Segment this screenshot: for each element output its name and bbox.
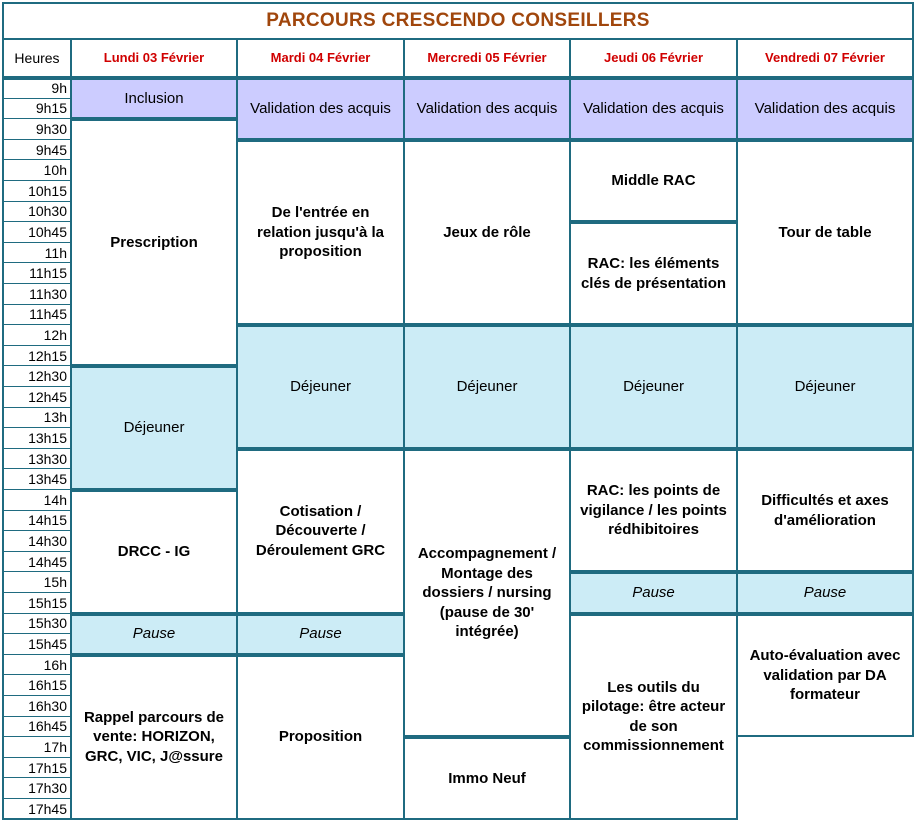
session-block: Déjeuner bbox=[72, 366, 238, 490]
time-label: 16h45 bbox=[2, 717, 72, 738]
time-label: 17h15 bbox=[2, 758, 72, 779]
session-block: Validation des acquis bbox=[571, 78, 738, 140]
day-header: Jeudi 06 Février bbox=[571, 38, 738, 78]
day-header: Lundi 03 Février bbox=[72, 38, 238, 78]
time-label: 16h bbox=[2, 655, 72, 676]
time-label: 11h30 bbox=[2, 284, 72, 305]
time-label: 12h30 bbox=[2, 366, 72, 387]
time-label: 9h15 bbox=[2, 99, 72, 120]
session-block: Accompagnement / Montage des dossiers / nursing (pause de 30' intégrée) bbox=[405, 449, 571, 737]
session-block: Auto-évaluation avec validation par DA formateur bbox=[738, 614, 914, 738]
time-label: 10h45 bbox=[2, 222, 72, 243]
session-block: Jeux de rôle bbox=[405, 140, 571, 325]
session-block: Prescription bbox=[72, 119, 238, 366]
schedule-title: PARCOURS CRESCENDO CONSEILLERS bbox=[2, 2, 914, 38]
time-label: 16h15 bbox=[2, 675, 72, 696]
session-block: Pause bbox=[238, 614, 405, 655]
session-block: Déjeuner bbox=[405, 325, 571, 449]
time-label: 10h15 bbox=[2, 181, 72, 202]
day-header: Mercredi 05 Février bbox=[405, 38, 571, 78]
time-label: 11h45 bbox=[2, 305, 72, 326]
session-block: Inclusion bbox=[72, 78, 238, 119]
time-label: 13h bbox=[2, 408, 72, 429]
time-label: 9h30 bbox=[2, 119, 72, 140]
session-block: Middle RAC bbox=[571, 140, 738, 222]
time-label: 14h45 bbox=[2, 552, 72, 573]
session-block: Pause bbox=[72, 614, 238, 655]
day-header: Vendredi 07 Février bbox=[738, 38, 914, 78]
time-label: 17h bbox=[2, 737, 72, 758]
time-label: 15h30 bbox=[2, 614, 72, 635]
time-label: 15h45 bbox=[2, 634, 72, 655]
time-label: 17h30 bbox=[2, 778, 72, 799]
time-label: 14h30 bbox=[2, 531, 72, 552]
time-label: 13h45 bbox=[2, 469, 72, 490]
session-block: Les outils du pilotage: être acteur de son commissionnement bbox=[571, 614, 738, 820]
session-block: Déjeuner bbox=[238, 325, 405, 449]
session-block: Pause bbox=[738, 572, 914, 613]
session-block: DRCC - IG bbox=[72, 490, 238, 614]
session-block: Tour de table bbox=[738, 140, 914, 325]
session-block: Immo Neuf bbox=[405, 737, 571, 819]
session-block: Validation des acquis bbox=[238, 78, 405, 140]
session-block: RAC: les points de vigilance / les points rédhibitoires bbox=[571, 449, 738, 573]
time-label: 12h15 bbox=[2, 346, 72, 367]
time-label: 12h45 bbox=[2, 387, 72, 408]
time-label: 11h bbox=[2, 243, 72, 264]
session-block: Validation des acquis bbox=[405, 78, 571, 140]
time-label: 9h45 bbox=[2, 140, 72, 161]
time-label: 11h15 bbox=[2, 263, 72, 284]
time-label: 14h bbox=[2, 490, 72, 511]
time-label: 14h15 bbox=[2, 511, 72, 532]
hours-header: Heures bbox=[2, 38, 72, 78]
time-label: 15h15 bbox=[2, 593, 72, 614]
time-label: 13h15 bbox=[2, 428, 72, 449]
time-column-frame bbox=[2, 78, 72, 820]
time-label: 12h bbox=[2, 325, 72, 346]
session-block: Rappel parcours de vente: HORIZON, GRC, VIC, J@ssure bbox=[72, 655, 238, 820]
session-block: Cotisation / Découverte / Déroulement GRC bbox=[238, 449, 405, 614]
session-block: Déjeuner bbox=[738, 325, 914, 449]
session-block: Difficultés et axes d'amélioration bbox=[738, 449, 914, 573]
time-label: 9h bbox=[2, 78, 72, 99]
time-label: 10h30 bbox=[2, 202, 72, 223]
day-header: Mardi 04 Février bbox=[238, 38, 405, 78]
time-label: 15h bbox=[2, 572, 72, 593]
session-block: Proposition bbox=[238, 655, 405, 820]
time-label: 13h30 bbox=[2, 449, 72, 470]
session-block: Pause bbox=[571, 572, 738, 613]
session-block: Validation des acquis bbox=[738, 78, 914, 140]
time-label: 17h45 bbox=[2, 799, 72, 820]
time-label: 16h30 bbox=[2, 696, 72, 717]
session-block: De l'entrée en relation jusqu'à la proposition bbox=[238, 140, 405, 325]
time-label: 10h bbox=[2, 160, 72, 181]
session-block: Déjeuner bbox=[571, 325, 738, 449]
session-block: RAC: les éléments clés de présentation bbox=[571, 222, 738, 325]
